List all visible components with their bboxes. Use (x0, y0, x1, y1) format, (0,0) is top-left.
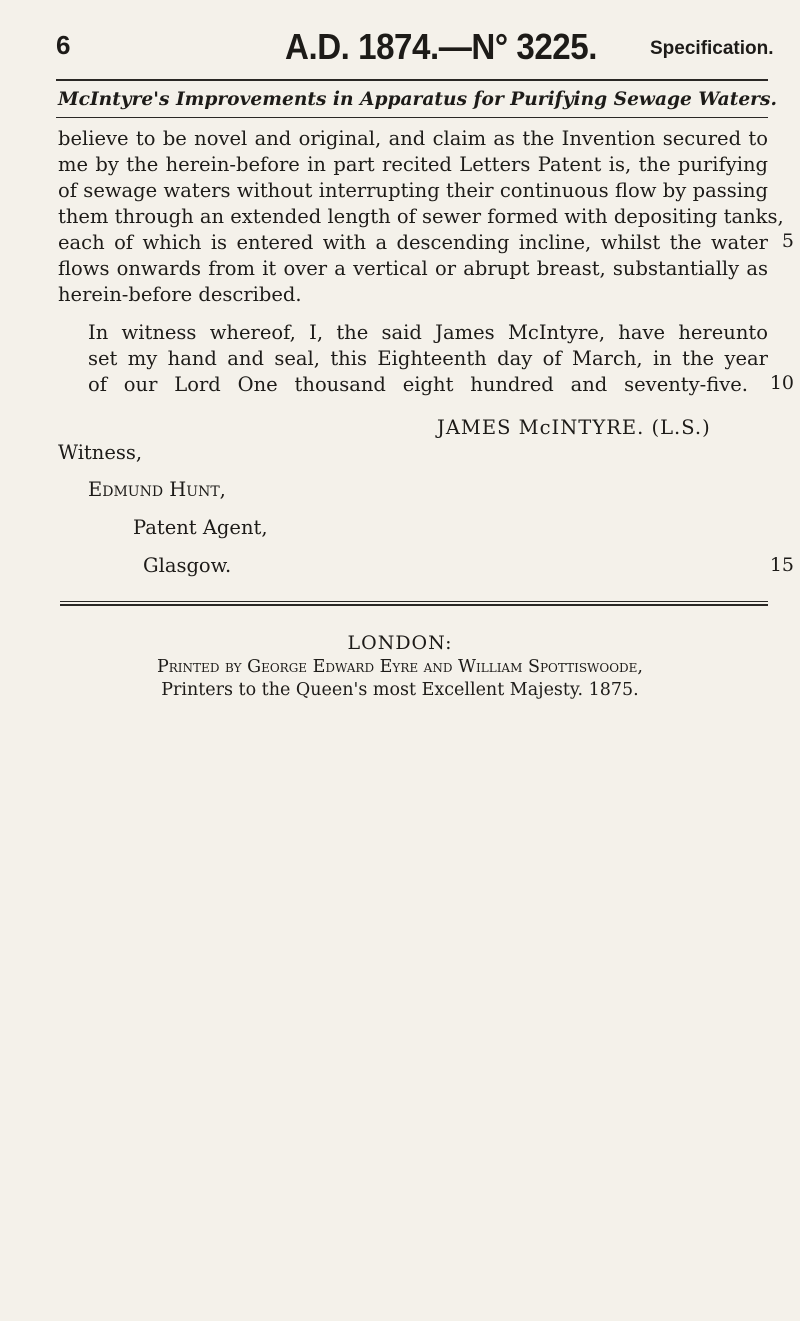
witness-role: Patent Agent, (133, 516, 268, 539)
header-rule (56, 79, 768, 81)
imprint-city: LONDON: (347, 632, 453, 654)
witness-label: Witness, (58, 441, 143, 464)
claim-line-6: flows onwards from it over a vertical or abrupt breast, substantially as (58, 257, 768, 280)
claim-line-1: believe to be novel and original, and claim as the Invention secured to (58, 127, 768, 150)
witness-line-2: set my hand and seal, this Eighteenth day of March, in the year (88, 347, 768, 370)
claim-line-2: me by the herein-before in part recited Letters Patent is, the purifying (58, 153, 768, 176)
footer-rule-thin (60, 601, 768, 602)
witness-line-1: In witness whereof, I, the said James McIntyre, have hereunto (88, 321, 768, 344)
margin-line-number-10: 10 (769, 372, 794, 394)
page-number: 6 (56, 30, 71, 60)
margin-line-number-15: 15 (769, 554, 794, 576)
header-label: Specification. (650, 38, 774, 59)
signature: JAMES McINTYRE. (L.S.) (437, 416, 711, 439)
subtitle-rule (56, 117, 768, 118)
witness-line-3: of our Lord One thousand eight hundred and seventy-five. (88, 373, 748, 396)
claim-line-5: each of which is entered with a descending incline, whilst the water (58, 231, 768, 254)
witness-name: Edmund Hunt, (88, 478, 226, 501)
header-title: A.D. 1874.—N° 3225. (285, 26, 597, 67)
imprint-printed-by: Printed by George Edward Eyre and William Spottiswoode, (157, 657, 643, 677)
imprint-printers-to: Printers to the Queen's most Excellent Majesty. 1875. (161, 680, 639, 700)
footer-rule-thick (60, 604, 768, 606)
running-subtitle: McIntyre's Improvements in Apparatus for Purifying Sewage Waters. (58, 88, 777, 110)
claim-line-7: herein-before described. (58, 283, 302, 306)
margin-line-number-5: 5 (781, 230, 794, 252)
claim-line-4: them through an extended length of sewer formed with depositing tanks, (58, 205, 784, 228)
witness-place: Glasgow. (143, 554, 232, 577)
claim-line-3: of sewage waters without interrupting their continuous flow by passing (58, 179, 768, 202)
